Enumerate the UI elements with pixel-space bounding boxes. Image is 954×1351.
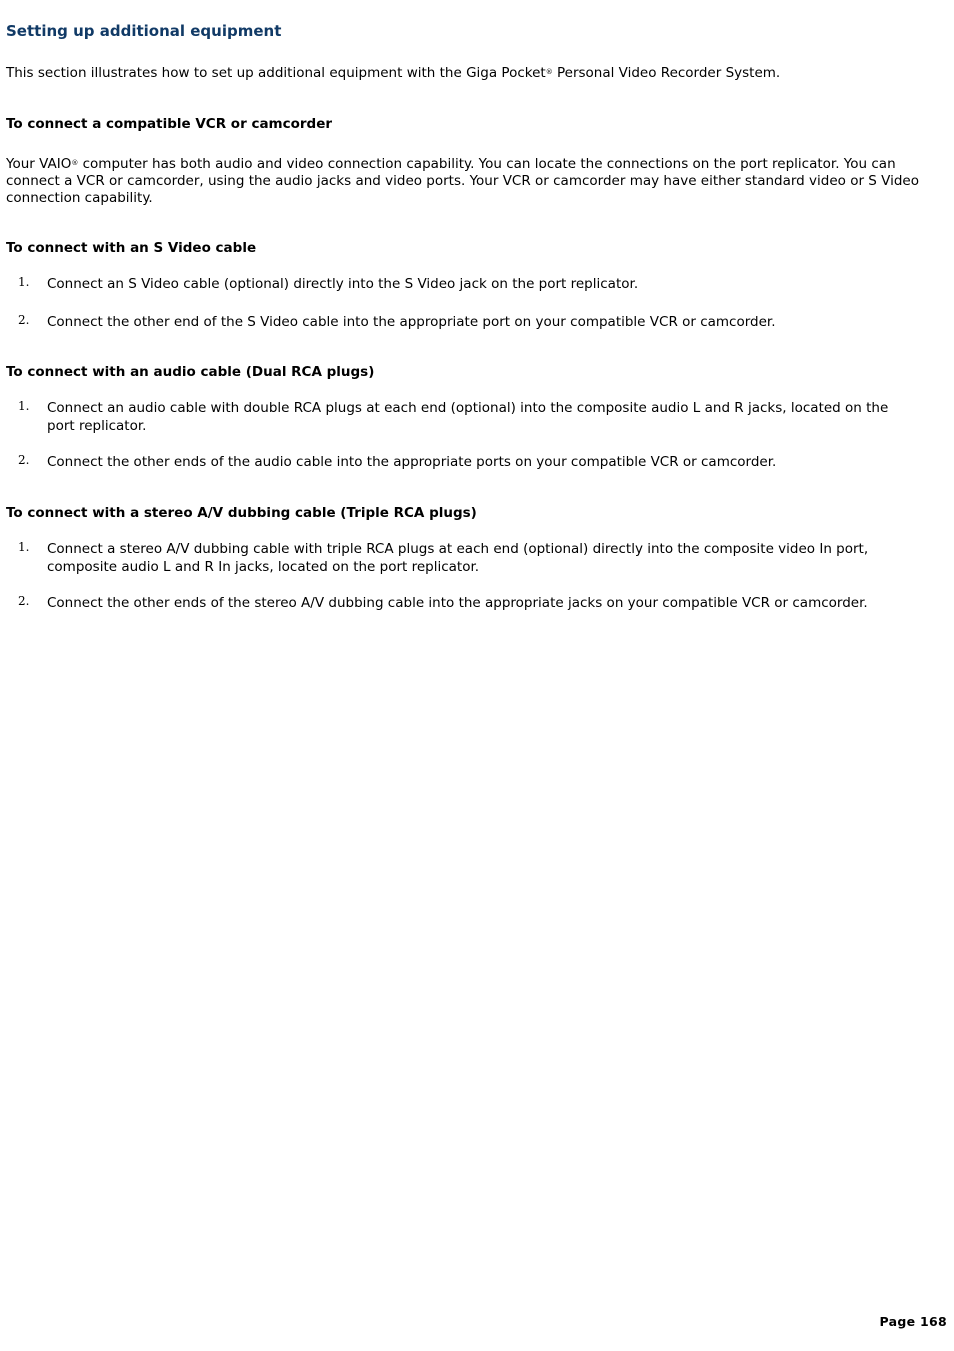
step-number: 2. bbox=[18, 594, 30, 608]
registered-mark: ® bbox=[71, 159, 79, 167]
step-number: 1. bbox=[18, 399, 30, 413]
step-text: Connect an audio cable with double RCA plugs at each end (optional) into the composite audio L and R jacks, located on the port replicator. bbox=[47, 400, 889, 434]
intro-text-end: Personal Video Recorder System. bbox=[552, 65, 781, 81]
intro-paragraph bbox=[6, 64, 946, 82]
step-number: 1. bbox=[18, 275, 30, 289]
step-text: Connect the other ends of the stereo A/V dubbing cable into the appropriate jacks on your compatible VCR or camcorder. bbox=[47, 595, 868, 611]
step-number: 2. bbox=[18, 313, 30, 327]
section-heading-s-video: To connect with an S Video cable bbox=[6, 240, 257, 256]
body-text-end: computer has both audio and video connection capability. You can locate the connections on the port replicator. You can connect a VCR or camcorder, using the audio jacks and video ports. Your VCR or camcorder may have either standard video or S Video connection capability. bbox=[6, 156, 919, 206]
section-vcr-body bbox=[6, 155, 946, 207]
step-text: Connect an S Video cable (optional) directly into the S Video jack on the port replicator. bbox=[47, 276, 639, 292]
page-title: Setting up additional equipment bbox=[6, 22, 282, 40]
step-number: 2. bbox=[18, 453, 30, 467]
page-number: Page 168 bbox=[879, 1314, 947, 1329]
section-heading-audio: To connect with an audio cable (Dual RCA plugs) bbox=[6, 364, 375, 380]
intro-text: This section illustrates how to set up additional equipment with the Giga Pocket bbox=[6, 65, 546, 81]
step-text: Connect a stereo A/V dubbing cable with triple RCA plugs at each end (optional) directly into the composite video In port, composite audio L and R In jacks, located on the port replicator. bbox=[47, 541, 869, 575]
step-text: Connect the other end of the S Video cable into the appropriate port on your compatible VCR or camcorder. bbox=[47, 314, 776, 330]
section-heading-vcr: To connect a compatible VCR or camcorder bbox=[6, 116, 333, 132]
step-number: 1. bbox=[18, 540, 30, 554]
body-text: Your VAIO bbox=[6, 156, 72, 172]
section-heading-dubbing: To connect with a stereo A/V dubbing cable (Triple RCA plugs) bbox=[6, 505, 477, 521]
registered-mark: ® bbox=[545, 68, 553, 76]
step-text: Connect the other ends of the audio cable into the appropriate ports on your compatible VCR or camcorder. bbox=[47, 454, 777, 470]
